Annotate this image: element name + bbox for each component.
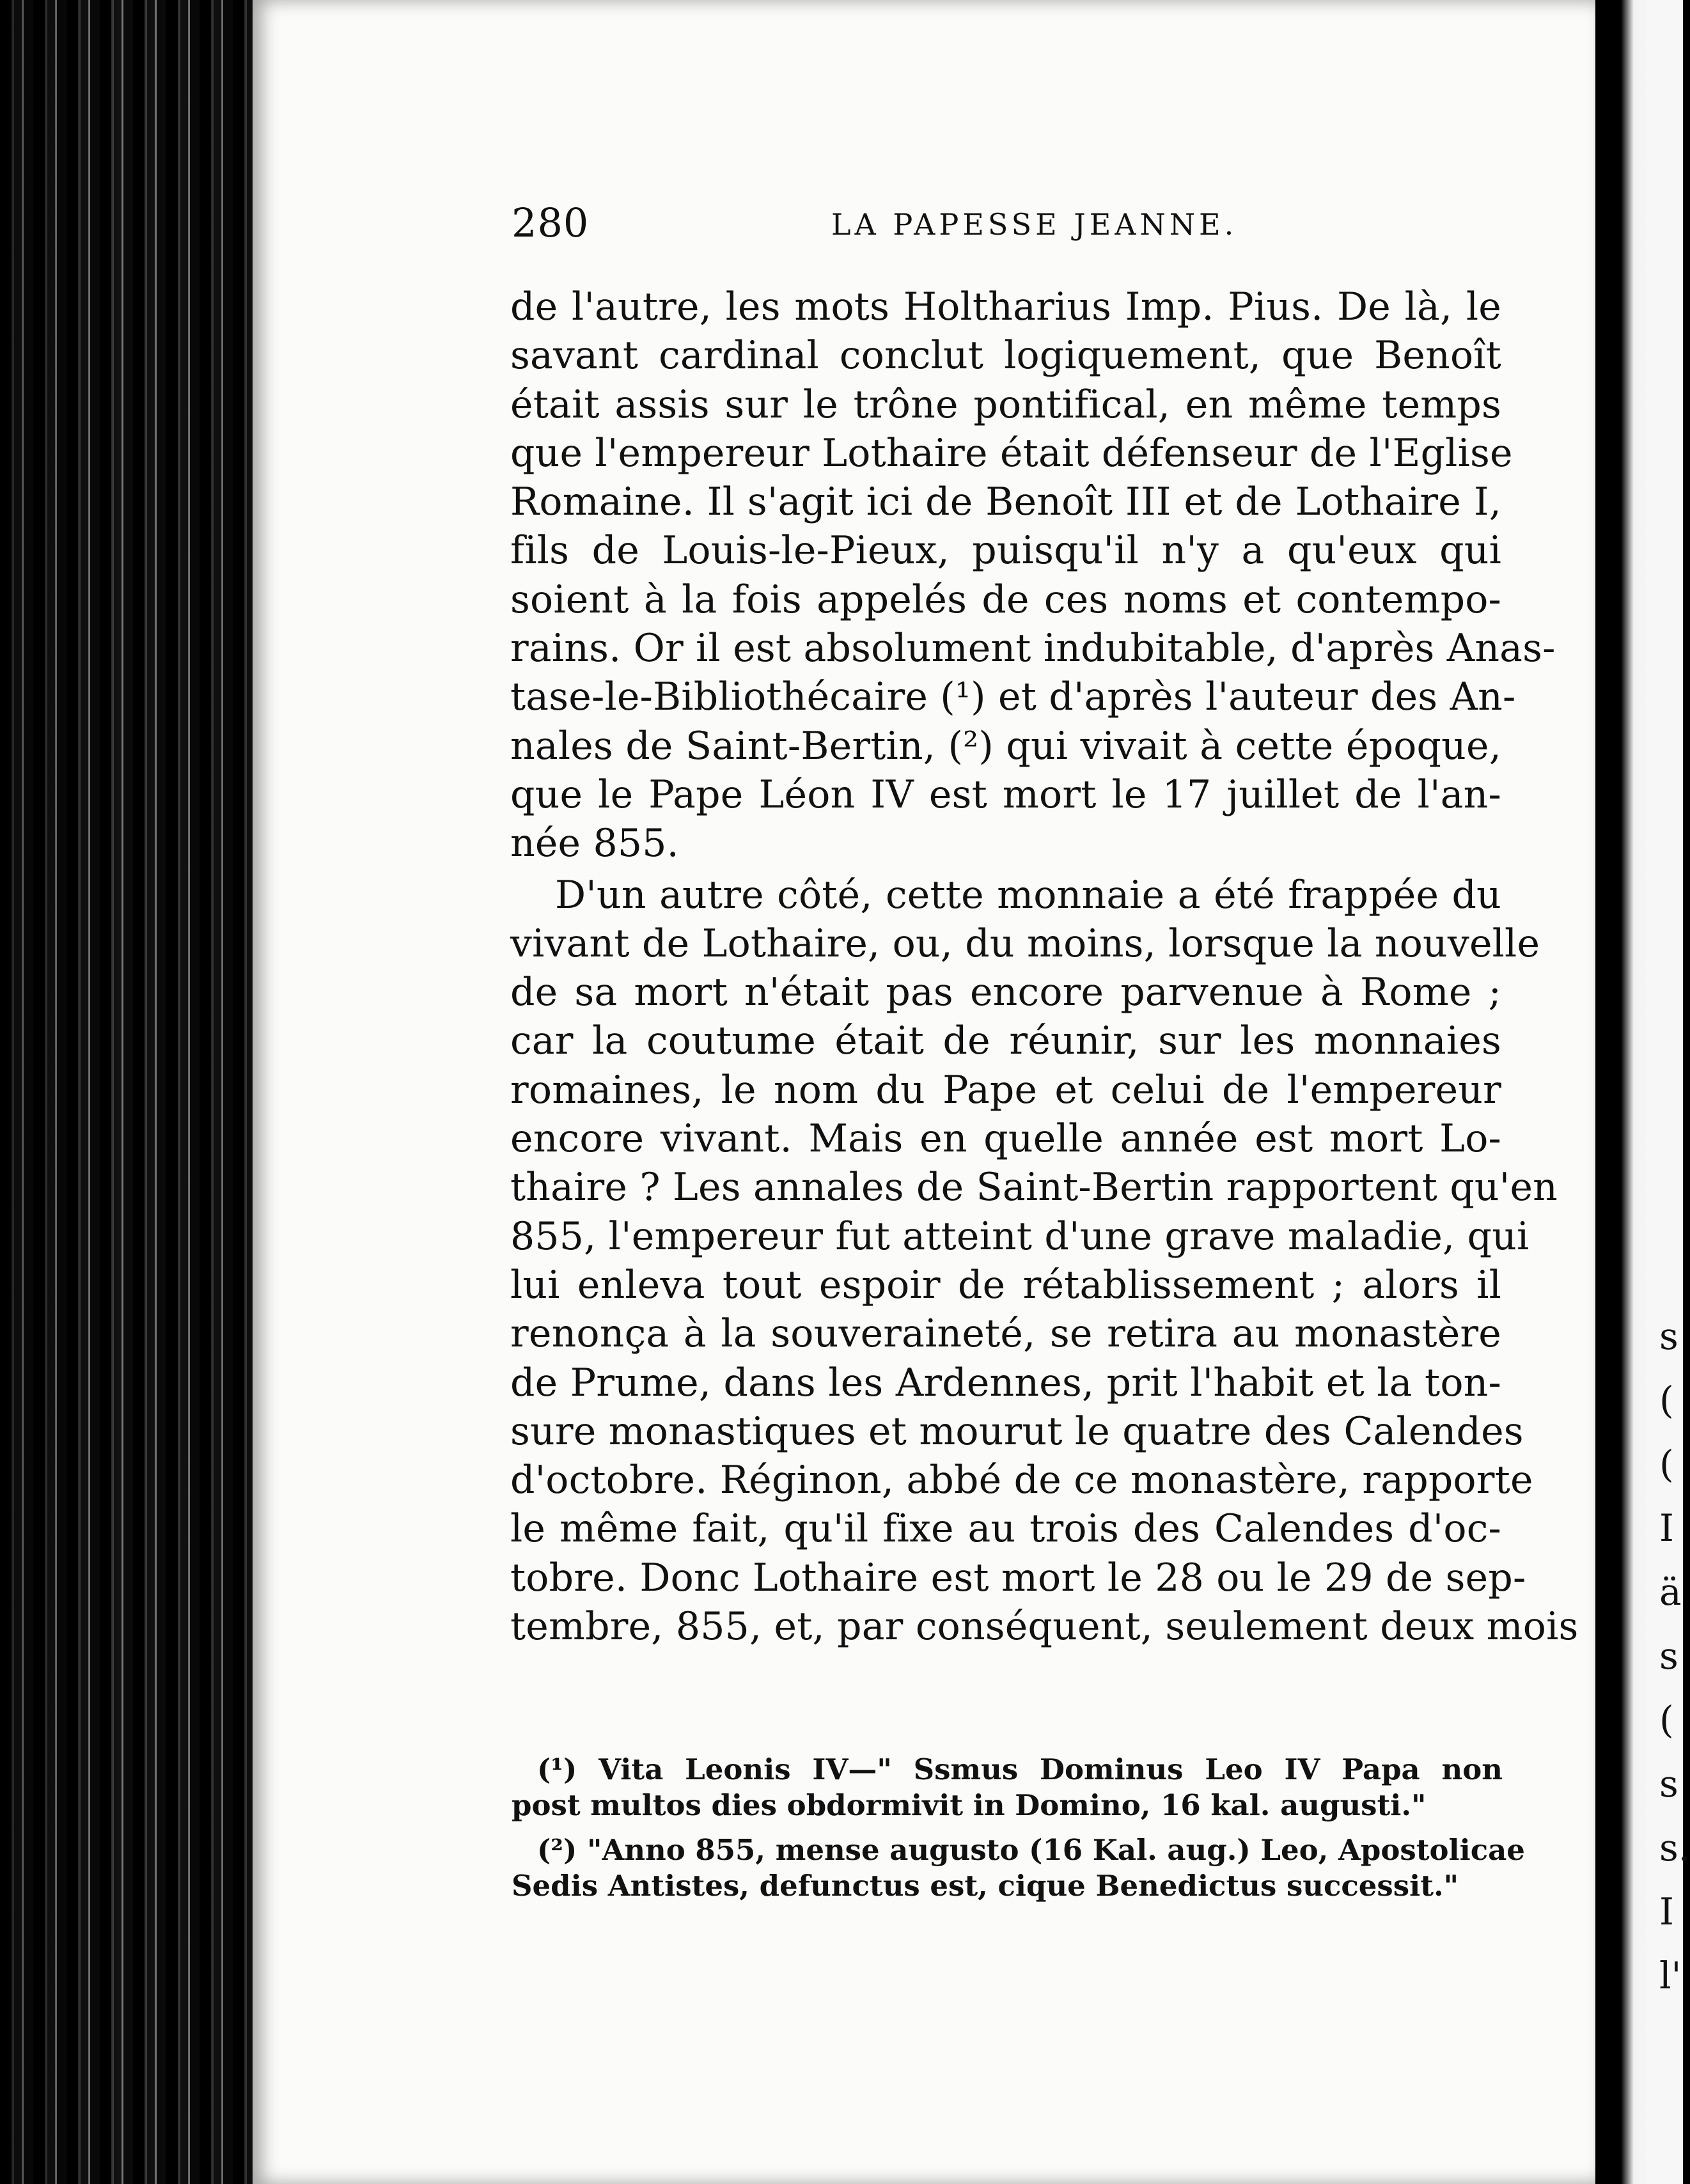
text-line: d'octobre. Réginon, abbé de ce monastère, rapporte: [510, 1458, 1533, 1503]
text-line: soient à la fois appelés de ces noms et contempo-: [510, 577, 1501, 622]
text-line: fils de Louis-le-Pieux, puisqu'il n'y a qu'eux qui: [510, 528, 1501, 573]
text-line: de l'autre, les mots Holtharius Imp. Pius. De là, le: [510, 285, 1501, 329]
text-line: 855, l'empereur fut atteint d'une grave maladie, qui: [510, 1213, 1530, 1259]
text-line: que le Pape Léon IV est mort le 17 juillet de l'an-: [510, 772, 1501, 817]
fragment-letter: (: [1659, 1378, 1674, 1422]
text-line: Romaine. Il s'agit ici de Benoît III et de Lothaire I,: [510, 480, 1501, 525]
text-line: le même fait, qu'il fixe au trois des Calendes d'oc-: [510, 1506, 1501, 1552]
page-number: 280: [512, 199, 590, 246]
text-line: était assis sur le trône pontifical, en même temps: [510, 382, 1501, 427]
fragment-letter: ä: [1659, 1570, 1682, 1614]
paragraph-1: [510, 283, 1556, 868]
footnote-2-line: (²) "Anno 855, mense augusto (16 Kal. aug.) Leo, Apostolicae: [537, 1833, 1525, 1867]
text-line: lui enleva tout espoir de rétablissement ; alors il: [510, 1262, 1501, 1307]
paragraph-2: [510, 871, 1579, 1651]
text-line: encore vivant. Mais en quelle année est mort Lo-: [510, 1116, 1501, 1162]
running-title: LA PAPESSE JEANNE.: [831, 207, 1238, 242]
text-line: nales de Saint-Bertin, (²) qui vivait à cette époque,: [510, 723, 1501, 768]
text-line: née 855.: [510, 821, 679, 866]
page-header: [512, 199, 1503, 257]
footnotes: [512, 1752, 1525, 1904]
text-line: romaines, le nom du Pape et celui de l'empereur: [510, 1067, 1501, 1112]
text-line: rains. Or il est absolument indubitable, d'après Anas-: [510, 626, 1556, 671]
text-line: renonça à la souveraineté, se retira au monastère: [510, 1311, 1501, 1357]
fragment-letter: s.: [1659, 1826, 1690, 1869]
footnote-2-line: Sedis Antistes, defunctus est, cique Benedictus successit.": [512, 1869, 1459, 1903]
text-line: vivant de Lothaire, ou, du moins, lorsque la nouvelle: [510, 921, 1540, 966]
text-line: thaire ? Les annales de Saint-Bertin rapportent qu'en: [510, 1165, 1558, 1210]
body-text: [510, 283, 1579, 1651]
fragment-letter: (: [1659, 1698, 1674, 1742]
text-line: tembre, 855, et, par conséquent, seulement deux mois: [510, 1604, 1579, 1650]
text-line: tobre. Donc Lothaire est mort le 28 ou le 29 de sep-: [510, 1555, 1526, 1600]
text-line: de sa mort n'était pas encore parvenue à Rome ;: [510, 970, 1501, 1015]
text-line: de Prume, dans les Ardennes, prit l'habit et la ton-: [510, 1360, 1501, 1405]
text-line: car la coutume était de réunir, sur les monnaies: [510, 1018, 1501, 1064]
fragment-letter: (: [1659, 1442, 1674, 1486]
fragment-letter: s: [1659, 1314, 1678, 1358]
fragment-letter: I: [1659, 1890, 1674, 1933]
fragment-letter: s: [1659, 1634, 1678, 1678]
text-line: D'un autre côté, cette monnaie a été frappée du: [555, 872, 1501, 917]
adjacent-page-fragment: [1659, 1304, 1690, 2008]
footnote-1-line: (¹) Vita Leonis IV—" Ssmus Dominus Leo IV Papa non: [537, 1752, 1503, 1786]
footnote-1-line: post multos dies obdormivit in Domino, 16 kal. augusti.": [512, 1788, 1427, 1822]
text-line: que l'empereur Lothaire était défenseur de l'Eglise: [510, 430, 1513, 476]
fragment-letter: l': [1659, 1954, 1682, 1997]
text-line: tase-le-Bibliothécaire (¹) et d'après l'auteur des An-: [510, 675, 1516, 720]
text-line: sure monastiques et mourut le quatre des Calendes: [510, 1408, 1524, 1454]
fragment-letter: s: [1659, 1762, 1678, 1806]
page-edge-shadow: [0, 0, 256, 2184]
fragment-letter: I: [1659, 1506, 1674, 1550]
text-line: savant cardinal conclut logiquement, que Benoît: [510, 333, 1501, 378]
